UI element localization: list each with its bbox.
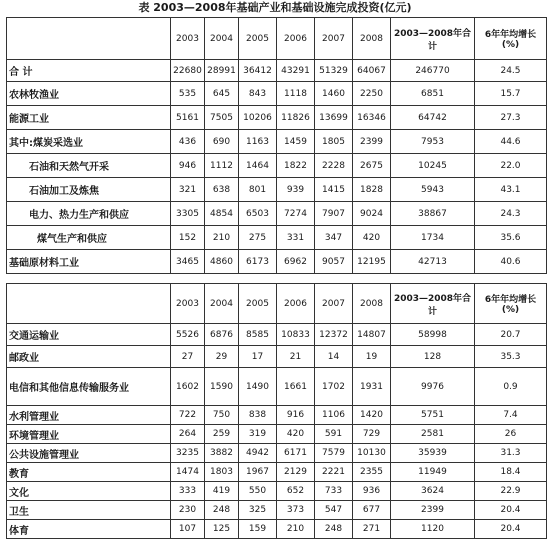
- table-cell: 7505: [205, 106, 239, 130]
- table-cell: 14807: [353, 324, 391, 346]
- table-cell: 27.3: [475, 106, 547, 130]
- table-cell: 6173: [239, 250, 277, 274]
- table-cell: 36412: [239, 60, 277, 82]
- table-cell: 64067: [353, 60, 391, 82]
- table-cell: 1464: [239, 154, 277, 178]
- table-cell: 14: [315, 346, 353, 368]
- table-row: [7, 324, 547, 346]
- table-cell: 128: [391, 346, 475, 368]
- table-cell: 1474: [171, 463, 205, 482]
- table-cell: 10833: [277, 324, 315, 346]
- table-cell: 4854: [205, 202, 239, 226]
- table-cell: 31.3: [475, 444, 547, 463]
- table-cell: 321: [171, 178, 205, 202]
- table-cell: 3235: [171, 444, 205, 463]
- table-cell: 18.4: [475, 463, 547, 482]
- column-header: 2003—2008年合计: [391, 18, 475, 60]
- page-title: 表 2003—2008年基础产业和基础设施完成投资(亿元): [138, 1, 412, 14]
- table-cell: 1460: [315, 82, 353, 106]
- column-header: 2005: [239, 18, 277, 60]
- table-cell: 35.6: [475, 226, 547, 250]
- table-cell: 1661: [277, 368, 315, 406]
- table-cell: 722: [171, 406, 205, 425]
- table-cell: 733: [315, 482, 353, 501]
- column-header: 6年年均增长(%): [475, 18, 547, 60]
- table-cell: 4860: [205, 250, 239, 274]
- table-cell: 1967: [239, 463, 277, 482]
- table-cell: 40.6: [475, 250, 547, 274]
- table-cell: 331: [277, 226, 315, 250]
- table-cell: 325: [239, 501, 277, 520]
- row-label: 体育: [7, 520, 171, 539]
- table-row: [7, 82, 547, 106]
- table-cell: 3465: [171, 250, 205, 274]
- table-cell: 27: [171, 346, 205, 368]
- column-header: 2006: [277, 284, 315, 324]
- table-cell: 22.0: [475, 154, 547, 178]
- row-label: 邮政业: [7, 346, 171, 368]
- table-cell: 2221: [315, 463, 353, 482]
- table-cell: 9057: [315, 250, 353, 274]
- table-cell: 12195: [353, 250, 391, 274]
- table-cell: 20.4: [475, 520, 547, 539]
- row-label: 电力、热力生产和供应: [7, 202, 171, 226]
- table-cell: 420: [353, 226, 391, 250]
- table-cell: 677: [353, 501, 391, 520]
- table-row: [7, 368, 547, 406]
- table-cell: 64742: [391, 106, 475, 130]
- table-cell: 946: [171, 154, 205, 178]
- table-row: [7, 406, 547, 425]
- table-cell: 42713: [391, 250, 475, 274]
- table-cell: 11949: [391, 463, 475, 482]
- table-header-row: [7, 18, 547, 60]
- table-cell: 420: [277, 425, 315, 444]
- table-row: [7, 444, 547, 463]
- table-cell: 1602: [171, 368, 205, 406]
- table-cell: 6503: [239, 202, 277, 226]
- row-label: 卫生: [7, 501, 171, 520]
- table-cell: 5161: [171, 106, 205, 130]
- table-cell: 21: [277, 346, 315, 368]
- table-cell: 28991: [205, 60, 239, 82]
- table-cell: 2250: [353, 82, 391, 106]
- table-cell: 9024: [353, 202, 391, 226]
- table-cell: 10130: [353, 444, 391, 463]
- table-cell: 159: [239, 520, 277, 539]
- table-cell: 550: [239, 482, 277, 501]
- table-cell: 43291: [277, 60, 315, 82]
- table-row: [7, 130, 547, 154]
- table-cell: 20.7: [475, 324, 547, 346]
- table-cell: 35.3: [475, 346, 547, 368]
- table-cell: 373: [277, 501, 315, 520]
- table-cell: 26: [475, 425, 547, 444]
- header-blank-cell: [7, 284, 171, 324]
- table-cell: 436: [171, 130, 205, 154]
- table-cell: 690: [205, 130, 239, 154]
- row-label: 煤气生产和供应: [7, 226, 171, 250]
- table-cell: 24.5: [475, 60, 547, 82]
- table-cell: 1112: [205, 154, 239, 178]
- column-header: 6年年均增长(%): [475, 284, 547, 324]
- table-cell: 729: [353, 425, 391, 444]
- column-header: 2008: [353, 284, 391, 324]
- table-row: [7, 60, 547, 82]
- table-cell: 1415: [315, 178, 353, 202]
- table-cell: 3624: [391, 482, 475, 501]
- table-cell: 547: [315, 501, 353, 520]
- table-cell: 259: [205, 425, 239, 444]
- table-cell: 652: [277, 482, 315, 501]
- table-cell: 3882: [205, 444, 239, 463]
- table-cell: 7907: [315, 202, 353, 226]
- table-cell: 0.9: [475, 368, 547, 406]
- row-label: 石油加工及炼焦: [7, 178, 171, 202]
- table-cell: 2355: [353, 463, 391, 482]
- table-cell: 645: [205, 82, 239, 106]
- row-label: 其中:煤炭采选业: [7, 130, 171, 154]
- table-cell: 3305: [171, 202, 205, 226]
- table-cell: 51329: [315, 60, 353, 82]
- table-cell: 1805: [315, 130, 353, 154]
- table-cell: 7953: [391, 130, 475, 154]
- table-cell: 43.1: [475, 178, 547, 202]
- column-header: 2003: [171, 18, 205, 60]
- table-cell: 7579: [315, 444, 353, 463]
- table-cell: 843: [239, 82, 277, 106]
- column-header: 2007: [315, 18, 353, 60]
- table-cell: 333: [171, 482, 205, 501]
- row-label: 教育: [7, 463, 171, 482]
- row-label: 水利管理业: [7, 406, 171, 425]
- table-row: [7, 106, 547, 130]
- infrastructure-table-part1: [6, 17, 547, 274]
- table-row: [7, 463, 547, 482]
- row-label: 文化: [7, 482, 171, 501]
- table-cell: 2581: [391, 425, 475, 444]
- table-cell: 319: [239, 425, 277, 444]
- table-cell: 7.4: [475, 406, 547, 425]
- table-row: [7, 154, 547, 178]
- table-row: [7, 178, 547, 202]
- table-cell: 16346: [353, 106, 391, 130]
- table-cell: 107: [171, 520, 205, 539]
- table-cell: 264: [171, 425, 205, 444]
- column-header: 2006: [277, 18, 315, 60]
- table-cell: 801: [239, 178, 277, 202]
- table-cell: 8585: [239, 324, 277, 346]
- table-cell: 2399: [353, 130, 391, 154]
- table-cell: 1420: [353, 406, 391, 425]
- table-cell: 5943: [391, 178, 475, 202]
- table-cell: 1702: [315, 368, 353, 406]
- table-header-row: [7, 284, 547, 324]
- table-cell: 838: [239, 406, 277, 425]
- table-cell: 44.6: [475, 130, 547, 154]
- table-cell: 2129: [277, 463, 315, 482]
- table-cell: 15.7: [475, 82, 547, 106]
- table-row: [7, 250, 547, 274]
- table-cell: 6851: [391, 82, 475, 106]
- column-header: 2003: [171, 284, 205, 324]
- table-cell: 6171: [277, 444, 315, 463]
- column-header: 2003—2008年合计: [391, 284, 475, 324]
- table-row: [7, 425, 547, 444]
- table-cell: 6962: [277, 250, 315, 274]
- table-cell: 1822: [277, 154, 315, 178]
- row-label: 石油和天然气开采: [7, 154, 171, 178]
- row-label: 交通运输业: [7, 324, 171, 346]
- table-cell: 2228: [315, 154, 353, 178]
- table-cell: 275: [239, 226, 277, 250]
- table-cell: 210: [277, 520, 315, 539]
- table-cell: 535: [171, 82, 205, 106]
- table-cell: 248: [315, 520, 353, 539]
- table-cell: 419: [205, 482, 239, 501]
- table-cell: 271: [353, 520, 391, 539]
- table-cell: 1118: [277, 82, 315, 106]
- table-cell: 11826: [277, 106, 315, 130]
- table-cell: 1490: [239, 368, 277, 406]
- column-header: 2008: [353, 18, 391, 60]
- table-cell: 5526: [171, 324, 205, 346]
- table-cell: 13699: [315, 106, 353, 130]
- table-cell: 12372: [315, 324, 353, 346]
- table-cell: 35939: [391, 444, 475, 463]
- table-cell: 638: [205, 178, 239, 202]
- table-cell: 152: [171, 226, 205, 250]
- table-cell: 10245: [391, 154, 475, 178]
- row-label: 基础原材料工业: [7, 250, 171, 274]
- table-cell: 38867: [391, 202, 475, 226]
- column-header: 2004: [205, 18, 239, 60]
- table-cell: 19: [353, 346, 391, 368]
- table-cell: 936: [353, 482, 391, 501]
- row-label: 电信和其他信息传输服务业: [7, 368, 171, 406]
- infrastructure-table-part2: [6, 283, 547, 539]
- table-cell: 1163: [239, 130, 277, 154]
- table-cell: 4942: [239, 444, 277, 463]
- row-label: 公共设施管理业: [7, 444, 171, 463]
- table-cell: 1734: [391, 226, 475, 250]
- table-cell: 17: [239, 346, 277, 368]
- header-blank-cell: [7, 18, 171, 60]
- table-cell: 1931: [353, 368, 391, 406]
- table-cell: 916: [277, 406, 315, 425]
- column-header: 2005: [239, 284, 277, 324]
- table-cell: 6876: [205, 324, 239, 346]
- table-row: [7, 346, 547, 368]
- table-cell: 347: [315, 226, 353, 250]
- table-cell: 29: [205, 346, 239, 368]
- table-cell: 248: [205, 501, 239, 520]
- table-cell: 1120: [391, 520, 475, 539]
- table-cell: 246770: [391, 60, 475, 82]
- table-cell: 24.3: [475, 202, 547, 226]
- column-header: 2007: [315, 284, 353, 324]
- table-cell: 9976: [391, 368, 475, 406]
- table-cell: 10206: [239, 106, 277, 130]
- table-row: [7, 226, 547, 250]
- column-header: 2004: [205, 284, 239, 324]
- table-cell: 2399: [391, 501, 475, 520]
- row-label: 能源工业: [7, 106, 171, 130]
- table-cell: 210: [205, 226, 239, 250]
- table-cell: 125: [205, 520, 239, 539]
- row-label: 农林牧渔业: [7, 82, 171, 106]
- table-cell: 22.9: [475, 482, 547, 501]
- table-cell: 939: [277, 178, 315, 202]
- table-cell: 1459: [277, 130, 315, 154]
- table-cell: 230: [171, 501, 205, 520]
- table-row: [7, 482, 547, 501]
- table-cell: 591: [315, 425, 353, 444]
- table-cell: 58998: [391, 324, 475, 346]
- table-cell: 7274: [277, 202, 315, 226]
- table-cell: 22680: [171, 60, 205, 82]
- row-label: 环境管理业: [7, 425, 171, 444]
- table-row: [7, 501, 547, 520]
- table-cell: 5751: [391, 406, 475, 425]
- table-cell: 750: [205, 406, 239, 425]
- table-cell: 20.4: [475, 501, 547, 520]
- table-cell: 1590: [205, 368, 239, 406]
- row-label: 合 计: [7, 60, 171, 82]
- table-cell: 2675: [353, 154, 391, 178]
- table-cell: 1106: [315, 406, 353, 425]
- table-cell: 1803: [205, 463, 239, 482]
- table-cell: 1828: [353, 178, 391, 202]
- table-row: [7, 202, 547, 226]
